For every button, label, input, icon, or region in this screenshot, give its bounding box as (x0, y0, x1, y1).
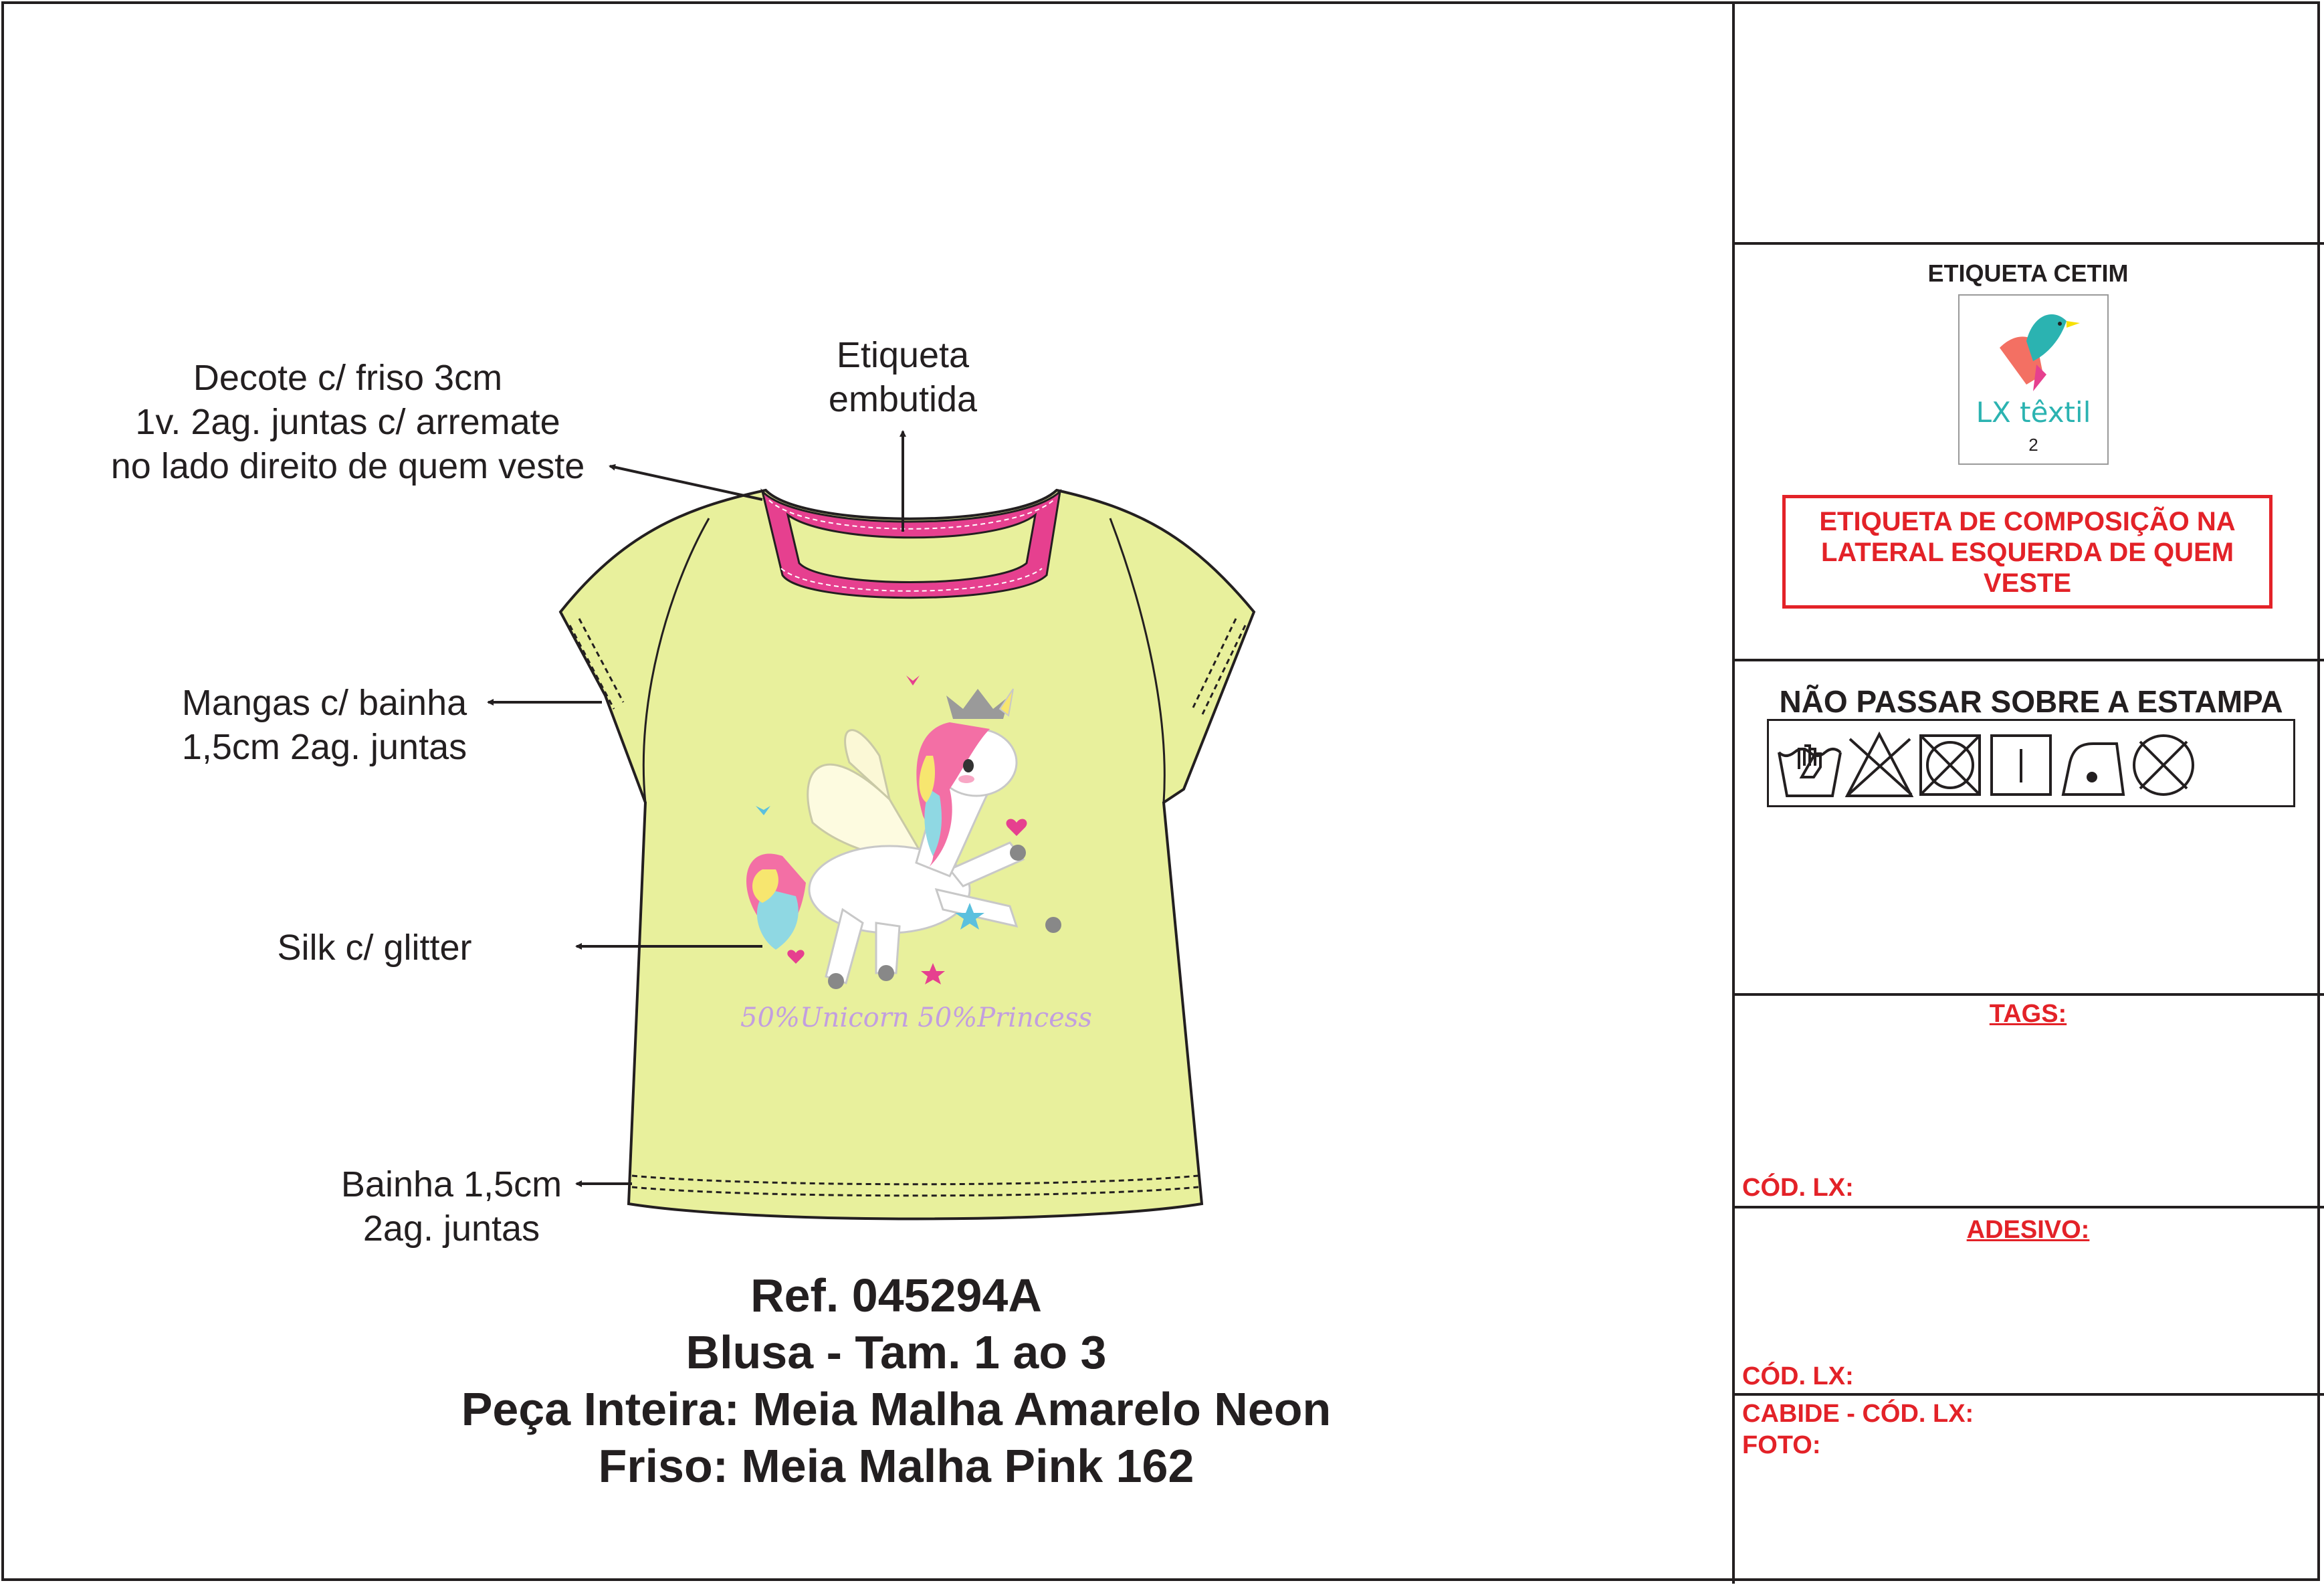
logo-number: 2 (2028, 435, 2038, 455)
callout-line: Mangas c/ bainha (181, 683, 467, 723)
care-title: NÃO PASSAR SOBRE A ESTAMPA (1779, 684, 2283, 719)
label-title: ETIQUETA CETIM (1927, 259, 2129, 287)
callout-line: embutida (828, 379, 978, 419)
foto-label: FOTO: (1742, 1431, 1821, 1459)
callout-line: 1,5cm 2ag. juntas (181, 727, 467, 767)
product-description (294, 1267, 1498, 1495)
callout-line: no lado direito de quem veste (110, 446, 585, 486)
cabide-code: CABIDE - CÓD. LX: (1742, 1400, 1974, 1428)
tags-title: TAGS: (1989, 1000, 2067, 1028)
product-fabric: Peça Inteira: Meia Malha Amarelo Neon (461, 1383, 1332, 1435)
composition-note (1782, 495, 2273, 609)
composition-line: LATERAL ESQUERDA DE QUEM (1820, 538, 2234, 567)
callout-line: 2ag. juntas (362, 1208, 540, 1249)
tags-code: CÓD. LX: (1742, 1174, 1854, 1202)
care-symbols-box (1767, 719, 2295, 807)
logo-text: LX têxtil (1976, 396, 2091, 429)
print-text: 50%Unicorn 50%Princess (740, 1002, 1092, 1033)
callout-line: Decote c/ friso 3cm (193, 358, 503, 398)
callout-decote (80, 356, 615, 488)
callout-line: Bainha 1,5cm (340, 1164, 562, 1204)
product-ref: Ref. 045294A (750, 1269, 1042, 1322)
composition-line: VESTE (1983, 568, 2072, 598)
callout-bainha (321, 1162, 582, 1251)
callout-mangas (161, 681, 488, 769)
adesivo-code: CÓD. LX: (1742, 1362, 1854, 1390)
callout-etiqueta (769, 333, 1037, 421)
logo-box (1958, 294, 2109, 465)
callout-silk (241, 926, 508, 970)
callout-line: Etiqueta (836, 335, 970, 375)
arrow-decote (610, 466, 762, 500)
product-trim: Friso: Meia Malha Pink 162 (598, 1440, 1194, 1492)
callout-line: Silk c/ glitter (277, 928, 472, 968)
product-name: Blusa - Tam. 1 ao 3 (685, 1326, 1107, 1378)
composition-line: ETIQUETA DE COMPOSIÇÃO NA (1819, 507, 2236, 536)
adesivo-title: ADESIVO: (1966, 1216, 2090, 1244)
callout-line: 1v. 2ag. juntas c/ arremate (135, 402, 560, 442)
